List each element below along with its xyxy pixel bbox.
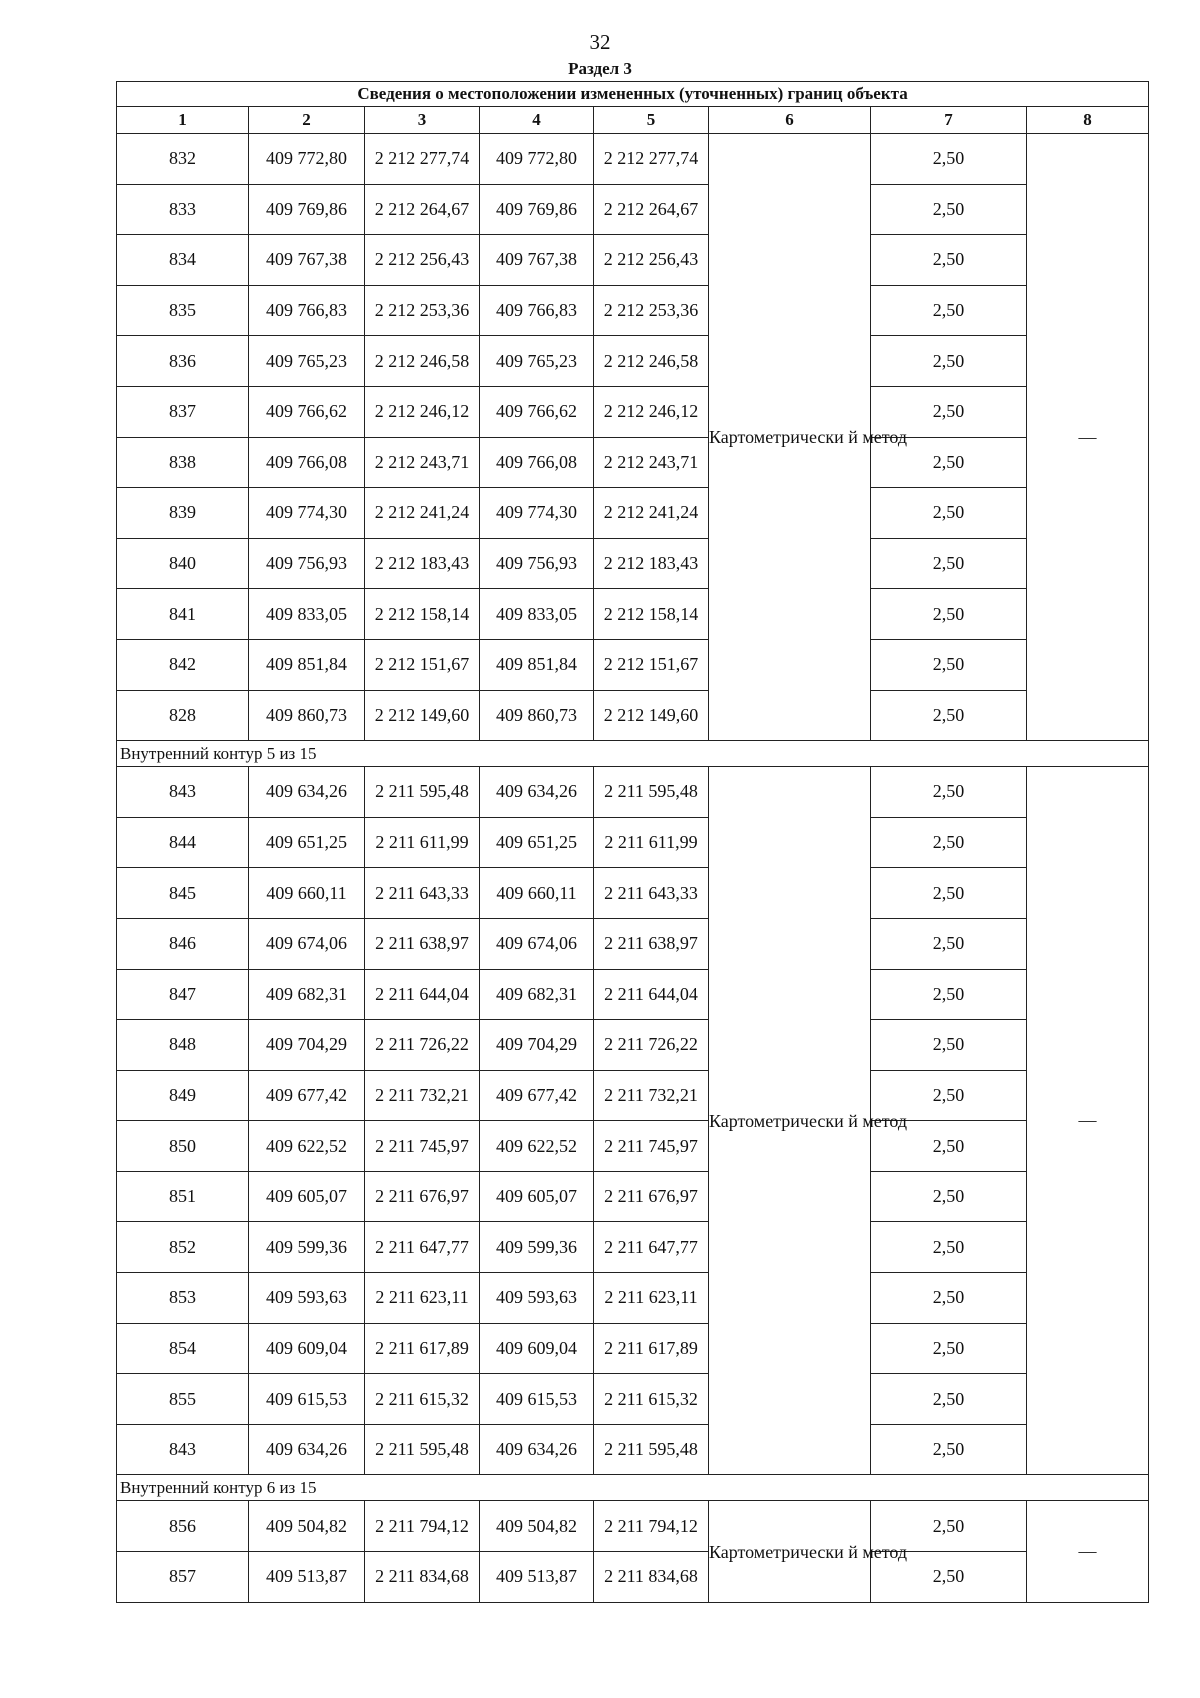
- table-row: [117, 437, 1149, 488]
- column-number-5: 5: [594, 107, 709, 134]
- precision-cell: 2,50: [871, 538, 1027, 589]
- x-new-cell: 409 593,63: [480, 1273, 594, 1324]
- y-old-cell: 2 211 676,97: [365, 1171, 480, 1222]
- x-old-cell: 409 622,52: [249, 1121, 365, 1172]
- table-row: [117, 488, 1149, 539]
- y-old-cell: 2 211 745,97: [365, 1121, 480, 1172]
- x-new-cell: 409 774,30: [480, 488, 594, 539]
- point-number-cell: 849: [117, 1070, 249, 1121]
- precision-cell: 2,50: [871, 817, 1027, 868]
- point-number-cell: 845: [117, 868, 249, 919]
- point-number-cell: 838: [117, 437, 249, 488]
- table-row: [117, 1273, 1149, 1324]
- y-old-cell: 2 212 183,43: [365, 538, 480, 589]
- x-new-cell: 409 622,52: [480, 1121, 594, 1172]
- y-new-cell: 2 211 834,68: [594, 1552, 709, 1603]
- x-old-cell: 409 851,84: [249, 639, 365, 690]
- y-new-cell: 2 212 246,58: [594, 336, 709, 387]
- x-new-cell: 409 609,04: [480, 1323, 594, 1374]
- contour-header-row: [117, 1475, 1149, 1501]
- y-new-cell: 2 211 617,89: [594, 1323, 709, 1374]
- x-new-cell: 409 766,08: [480, 437, 594, 488]
- precision-cell: 2,50: [871, 437, 1027, 488]
- contour-header-row: [117, 741, 1149, 767]
- y-new-cell: 2 212 243,71: [594, 437, 709, 488]
- point-number-cell: 846: [117, 918, 249, 969]
- column-number-row: [117, 107, 1149, 134]
- table-row: [117, 1323, 1149, 1374]
- y-new-cell: 2 211 638,97: [594, 918, 709, 969]
- precision-cell: 2,50: [871, 1424, 1027, 1475]
- precision-cell: 2,50: [871, 1070, 1027, 1121]
- table-row: [117, 1424, 1149, 1475]
- x-old-cell: 409 677,42: [249, 1070, 365, 1121]
- precision-cell: 2,50: [871, 386, 1027, 437]
- x-old-cell: 409 599,36: [249, 1222, 365, 1273]
- y-old-cell: 2 211 623,11: [365, 1273, 480, 1324]
- point-number-cell: 853: [117, 1273, 249, 1324]
- y-new-cell: 2 212 241,24: [594, 488, 709, 539]
- table-row: [117, 589, 1149, 640]
- x-old-cell: 409 765,23: [249, 336, 365, 387]
- y-new-cell: 2 211 647,77: [594, 1222, 709, 1273]
- precision-cell: 2,50: [871, 767, 1027, 818]
- precision-cell: 2,50: [871, 1323, 1027, 1374]
- point-number-cell: 842: [117, 639, 249, 690]
- x-old-cell: 409 634,26: [249, 1424, 365, 1475]
- x-new-cell: 409 605,07: [480, 1171, 594, 1222]
- point-number-cell: 854: [117, 1323, 249, 1374]
- page-number: 32: [589, 30, 611, 54]
- section-title: Раздел 3: [568, 59, 632, 78]
- x-old-cell: 409 674,06: [249, 918, 365, 969]
- y-new-cell: 2 212 264,67: [594, 184, 709, 235]
- x-new-cell: 409 677,42: [480, 1070, 594, 1121]
- x-old-cell: 409 651,25: [249, 817, 365, 868]
- point-number-cell: 855: [117, 1374, 249, 1425]
- table-row: [117, 538, 1149, 589]
- precision-cell: 2,50: [871, 1020, 1027, 1071]
- table-row: [117, 285, 1149, 336]
- point-number-cell: 850: [117, 1121, 249, 1172]
- precision-cell: 2,50: [871, 134, 1027, 185]
- table-row: [117, 184, 1149, 235]
- column-number-4: 4: [480, 107, 594, 134]
- x-old-cell: 409 513,87: [249, 1552, 365, 1603]
- y-new-cell: 2 212 253,36: [594, 285, 709, 336]
- table-row: [117, 767, 1149, 818]
- y-old-cell: 2 212 158,14: [365, 589, 480, 640]
- y-new-cell: 2 212 151,67: [594, 639, 709, 690]
- x-old-cell: 409 593,63: [249, 1273, 365, 1324]
- y-new-cell: 2 212 277,74: [594, 134, 709, 185]
- x-new-cell: 409 767,38: [480, 235, 594, 286]
- point-number-cell: 851: [117, 1171, 249, 1222]
- point-number-cell: 832: [117, 134, 249, 185]
- y-old-cell: 2 211 611,99: [365, 817, 480, 868]
- y-old-cell: 2 211 595,48: [365, 1424, 480, 1475]
- x-old-cell: 409 634,26: [249, 767, 365, 818]
- y-new-cell: 2 212 246,12: [594, 386, 709, 437]
- table-row: [117, 134, 1149, 185]
- x-old-cell: 409 769,86: [249, 184, 365, 235]
- y-new-cell: 2 212 183,43: [594, 538, 709, 589]
- precision-cell: 2,50: [871, 969, 1027, 1020]
- x-old-cell: 409 766,83: [249, 285, 365, 336]
- y-new-cell: 2 212 149,60: [594, 690, 709, 741]
- x-old-cell: 409 766,08: [249, 437, 365, 488]
- y-old-cell: 2 212 264,67: [365, 184, 480, 235]
- y-old-cell: 2 212 253,36: [365, 285, 480, 336]
- point-number-cell: 835: [117, 285, 249, 336]
- table-row: [117, 918, 1149, 969]
- precision-cell: 2,50: [871, 488, 1027, 539]
- precision-cell: 2,50: [871, 1501, 1027, 1552]
- x-new-cell: 409 513,87: [480, 1552, 594, 1603]
- y-old-cell: 2 211 643,33: [365, 868, 480, 919]
- table-row: [117, 1374, 1149, 1425]
- table-row: [117, 1020, 1149, 1071]
- table-row: [117, 235, 1149, 286]
- y-old-cell: 2 211 644,04: [365, 969, 480, 1020]
- y-old-cell: 2 211 617,89: [365, 1323, 480, 1374]
- point-number-cell: 856: [117, 1501, 249, 1552]
- table-title-row: [117, 82, 1149, 107]
- point-number-cell: 852: [117, 1222, 249, 1273]
- x-new-cell: 409 766,62: [480, 386, 594, 437]
- table-row: [117, 1070, 1149, 1121]
- table-row: [117, 386, 1149, 437]
- point-number-cell: 848: [117, 1020, 249, 1071]
- x-old-cell: 409 615,53: [249, 1374, 365, 1425]
- x-old-cell: 409 860,73: [249, 690, 365, 741]
- y-old-cell: 2 212 277,74: [365, 134, 480, 185]
- x-new-cell: 409 660,11: [480, 868, 594, 919]
- x-old-cell: 409 605,07: [249, 1171, 365, 1222]
- y-old-cell: 2 211 647,77: [365, 1222, 480, 1273]
- x-new-cell: 409 615,53: [480, 1374, 594, 1425]
- y-new-cell: 2 211 732,21: [594, 1070, 709, 1121]
- precision-cell: 2,50: [871, 1552, 1027, 1603]
- x-new-cell: 409 674,06: [480, 918, 594, 969]
- point-number-cell: 840: [117, 538, 249, 589]
- method-cell: Картометрически й метод: [709, 767, 871, 1475]
- y-new-cell: 2 211 643,33: [594, 868, 709, 919]
- x-old-cell: 409 609,04: [249, 1323, 365, 1374]
- x-new-cell: 409 756,93: [480, 538, 594, 589]
- precision-cell: 2,50: [871, 1171, 1027, 1222]
- y-old-cell: 2 212 241,24: [365, 488, 480, 539]
- y-old-cell: 2 212 256,43: [365, 235, 480, 286]
- x-old-cell: 409 660,11: [249, 868, 365, 919]
- x-old-cell: 409 756,93: [249, 538, 365, 589]
- y-old-cell: 2 212 149,60: [365, 690, 480, 741]
- method-cell: Картометрически й метод: [709, 134, 871, 741]
- table-row: [117, 639, 1149, 690]
- y-old-cell: 2 211 595,48: [365, 767, 480, 818]
- point-number-cell: 839: [117, 488, 249, 539]
- x-new-cell: 409 682,31: [480, 969, 594, 1020]
- precision-cell: 2,50: [871, 1121, 1027, 1172]
- point-number-cell: 857: [117, 1552, 249, 1603]
- x-new-cell: 409 772,80: [480, 134, 594, 185]
- x-old-cell: 409 704,29: [249, 1020, 365, 1071]
- column-number-7: 7: [871, 107, 1027, 134]
- point-number-cell: 843: [117, 1424, 249, 1475]
- column-8-cell: —: [1027, 1501, 1149, 1602]
- column-8-cell: —: [1027, 767, 1149, 1475]
- y-new-cell: 2 211 623,11: [594, 1273, 709, 1324]
- precision-cell: 2,50: [871, 184, 1027, 235]
- x-old-cell: 409 767,38: [249, 235, 365, 286]
- column-number-3: 3: [365, 107, 480, 134]
- x-new-cell: 409 634,26: [480, 1424, 594, 1475]
- x-new-cell: 409 860,73: [480, 690, 594, 741]
- y-new-cell: 2 211 595,48: [594, 1424, 709, 1475]
- point-number-cell: 841: [117, 589, 249, 640]
- method-cell: Картометрически й метод: [709, 1501, 871, 1602]
- precision-cell: 2,50: [871, 868, 1027, 919]
- point-number-cell: 844: [117, 817, 249, 868]
- y-old-cell: 2 211 834,68: [365, 1552, 480, 1603]
- y-old-cell: 2 211 726,22: [365, 1020, 480, 1071]
- point-number-cell: 843: [117, 767, 249, 818]
- table-row: [117, 1222, 1149, 1273]
- table-row: [117, 1552, 1149, 1603]
- point-number-cell: 834: [117, 235, 249, 286]
- y-old-cell: 2 212 243,71: [365, 437, 480, 488]
- x-new-cell: 409 634,26: [480, 767, 594, 818]
- x-old-cell: 409 772,80: [249, 134, 365, 185]
- y-new-cell: 2 212 256,43: [594, 235, 709, 286]
- y-new-cell: 2 211 595,48: [594, 767, 709, 818]
- table-row: [117, 817, 1149, 868]
- point-number-cell: 847: [117, 969, 249, 1020]
- table-row: [117, 690, 1149, 741]
- y-old-cell: 2 212 246,12: [365, 386, 480, 437]
- column-number-2: 2: [249, 107, 365, 134]
- x-old-cell: 409 774,30: [249, 488, 365, 539]
- x-new-cell: 409 766,83: [480, 285, 594, 336]
- y-new-cell: 2 211 794,12: [594, 1501, 709, 1552]
- x-new-cell: 409 651,25: [480, 817, 594, 868]
- precision-cell: 2,50: [871, 918, 1027, 969]
- y-old-cell: 2 212 151,67: [365, 639, 480, 690]
- point-number-cell: 837: [117, 386, 249, 437]
- contour-label: Внутренний контур 6 из 15: [117, 1475, 1149, 1501]
- precision-cell: 2,50: [871, 235, 1027, 286]
- x-old-cell: 409 682,31: [249, 969, 365, 1020]
- y-old-cell: 2 212 246,58: [365, 336, 480, 387]
- precision-cell: 2,50: [871, 1222, 1027, 1273]
- precision-cell: 2,50: [871, 1374, 1027, 1425]
- table-row: [117, 969, 1149, 1020]
- x-new-cell: 409 833,05: [480, 589, 594, 640]
- table-body: [117, 134, 1149, 1603]
- y-new-cell: 2 212 158,14: [594, 589, 709, 640]
- x-new-cell: 409 599,36: [480, 1222, 594, 1273]
- x-old-cell: 409 833,05: [249, 589, 365, 640]
- point-number-cell: 828: [117, 690, 249, 741]
- y-old-cell: 2 211 794,12: [365, 1501, 480, 1552]
- x-old-cell: 409 766,62: [249, 386, 365, 437]
- x-new-cell: 409 765,23: [480, 336, 594, 387]
- table-title: Сведения о местоположении измененных (уточненных) границ объекта: [117, 82, 1149, 107]
- contour-label: Внутренний контур 5 из 15: [117, 741, 1149, 767]
- precision-cell: 2,50: [871, 639, 1027, 690]
- column-number-1: 1: [117, 107, 249, 134]
- precision-cell: 2,50: [871, 690, 1027, 741]
- column-number-6: 6: [709, 107, 871, 134]
- y-new-cell: 2 211 644,04: [594, 969, 709, 1020]
- y-new-cell: 2 211 726,22: [594, 1020, 709, 1071]
- x-new-cell: 409 704,29: [480, 1020, 594, 1071]
- precision-cell: 2,50: [871, 1273, 1027, 1324]
- y-new-cell: 2 211 615,32: [594, 1374, 709, 1425]
- table-row: [117, 868, 1149, 919]
- point-number-cell: 833: [117, 184, 249, 235]
- y-old-cell: 2 211 732,21: [365, 1070, 480, 1121]
- x-old-cell: 409 504,82: [249, 1501, 365, 1552]
- y-old-cell: 2 211 638,97: [365, 918, 480, 969]
- y-new-cell: 2 211 676,97: [594, 1171, 709, 1222]
- precision-cell: 2,50: [871, 336, 1027, 387]
- table-row: [117, 1121, 1149, 1172]
- table-row: [117, 1171, 1149, 1222]
- coordinates-table: [116, 81, 1149, 1603]
- precision-cell: 2,50: [871, 589, 1027, 640]
- x-new-cell: 409 769,86: [480, 184, 594, 235]
- column-8-cell: —: [1027, 134, 1149, 741]
- y-new-cell: 2 211 745,97: [594, 1121, 709, 1172]
- point-number-cell: 836: [117, 336, 249, 387]
- x-new-cell: 409 504,82: [480, 1501, 594, 1552]
- table-row: [117, 1501, 1149, 1552]
- table-row: [117, 336, 1149, 387]
- precision-cell: 2,50: [871, 285, 1027, 336]
- y-new-cell: 2 211 611,99: [594, 817, 709, 868]
- column-number-8: 8: [1027, 107, 1149, 134]
- y-old-cell: 2 211 615,32: [365, 1374, 480, 1425]
- x-new-cell: 409 851,84: [480, 639, 594, 690]
